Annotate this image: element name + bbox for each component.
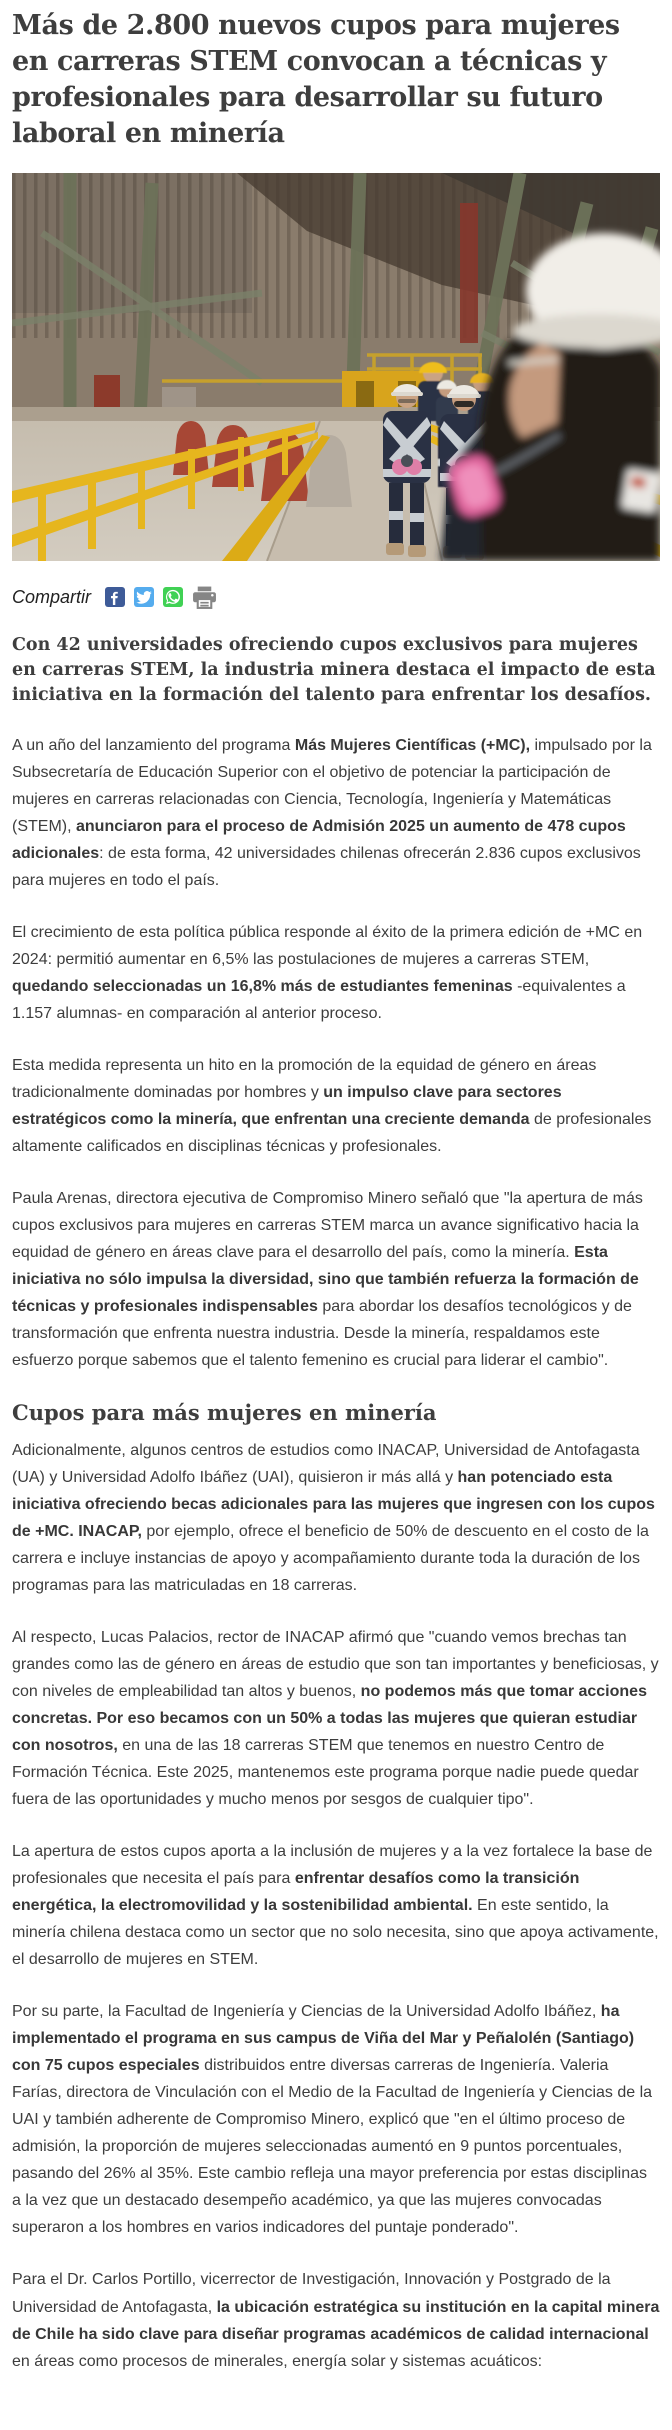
article-title: Más de 2.800 nuevos cupos para mujeres en carreras STEM convocan a técnicas y profesionales para desarrollar su futuro laboral en minería: [12, 10, 620, 149]
article-bold-text: ha implementado el programa en sus campus de Viña del Mar y Peñalolén (Santiago) con 75 cupos especiales: [12, 2003, 635, 2075]
hero-image: [12, 173, 660, 561]
article-paragraph: Adicionalmente, algunos centros de estudios como INACAP, Universidad de Antofagasta (UA) y Universidad Adolfo Ibáñez (UAI), quisieron ir más allá y han potenciado esta iniciativa ofreciendo becas adicionales para las mujeres que ingresen con los cupos de +MC. INACAP, por ejemplo, ofrece el beneficio de 50% de descuento en el costo de la carrera e incluye instancias de apoyo y acompañamiento durante toda la duración de los programas para las matriculadas en 18 carreras.: [12, 1441, 655, 1594]
whatsapp-icon[interactable]: [163, 587, 183, 607]
article-paragraph: Paula Arenas, directora ejecutiva de Compromiso Minero señaló que "la apertura de más cupos exclusivos para mujeres en carreras STEM marca un avance significativo hacia la equidad de género en áreas clave para el desarrollo del país, como la minería. Esta iniciativa no sólo impulsa la diversidad, sino que también refuerza la formación de técnicas y profesionales indispensables para abordar los desafíos tecnológicos y de transformación que enfrenta nuestra industria. Desde la minería, respaldamos este esfuerzo porque sabemos que el talento femenino es crucial para liderar el cambio".: [12, 1190, 643, 1370]
article-paragraph: Al respecto, Lucas Palacios, rector de INACAP afirmó que "cuando vemos brechas tan grandes como las de género en áreas de estudio que son tan importantes y beneficiosas, y con niveles de empleabilidad tan altos y buenos, no podemos más que tomar acciones concretas. Por eso becamos con un 50% a todas las mujeres que quieran estudiar con nosotros, en una de las 18 carreras STEM que tenemos en nuestro Centro de Formación Técnica. Este 2025, mantenemos este programa porque nadie puede quedar fuera de las oportunidades y mucho menos por sesgos de cualquier tipo".: [12, 1628, 659, 1808]
article-bold-text: han potenciado esta iniciativa ofreciendo becas adicionales para las mujeres que ingresen con los cupos de +MC. INACAP,: [12, 1468, 655, 1540]
article-paragraph: A un año del lanzamiento del programa Más Mujeres Científicas (+MC), impulsado por la Subsecretaría de Educación Superior con el objetivo de potenciar la participación de mujeres en carreras relacionadas con Ciencia, Tecnología, Ingeniería y Matemáticas (STEM), anunciaron para el proceso de Admisión 2025 un aumento de 478 cupos adicionales: de esta forma, 42 universidades chilenas ofrecerán 2.836 cupos exclusivos para mujeres en todo el país.: [12, 736, 652, 889]
article-bold-text: enfrentar desafíos como la transición energética, la electromovilidad y la sostenibilidad ambiental.: [12, 1870, 580, 1915]
print-icon[interactable]: [192, 586, 217, 609]
hero-image-illustration: [12, 173, 660, 561]
article-bold-text: Más Mujeres Científicas (+MC),: [294, 736, 531, 754]
twitter-icon[interactable]: [134, 587, 154, 607]
article-bold-text: Esta iniciativa no sólo impulsa la diversidad, sino que también refuerza la formación de técnicas y profesionales indispensables: [12, 1244, 639, 1316]
article-bold-text: anunciaron para el proceso de Admisión 2025 un aumento de 478 cupos adicionales: [12, 817, 626, 862]
facebook-icon[interactable]: [105, 587, 125, 607]
article-paragraph: La apertura de estos cupos aporta a la inclusión de mujeres y a la vez fortalece la base de profesionales que necesita el país para enfrentar desafíos como la transición energética, la electromovilidad y la sostenibilidad ambiental. En este sentido, la minería chilena destaca como un sector que no solo necesita, sino que apoya activamente, el desarrollo de mujeres en STEM.: [12, 1843, 659, 1969]
share-label: Compartir: [12, 586, 92, 607]
article-bold-text: un impulso clave para sectores estratégicos como la minería, que enfrentan una creciente demanda: [12, 1084, 562, 1129]
section-heading: Cupos para más mujeres en minería: [12, 1400, 437, 1426]
share-bar: [12, 586, 660, 609]
article-paragraph: El crecimiento de esta política pública responde al éxito de la primera edición de +MC en 2024: permitió aumentar en 6,5% las postulaciones de mujeres a carreras STEM, quedando seleccionadas un 16,8% más de estudiantes femeninas -equivalentes a 1.157 alumnas- en comparación al anterior proceso.: [12, 923, 643, 1022]
article-bold-text: la ubicación estratégica su institución en la capital minera de Chile ha sido clave para diseñar programas académicos de calidad internacional: [12, 2298, 660, 2343]
article-bold-text: quedando seleccionadas un 16,8% más de estudiantes femeninas: [12, 977, 513, 995]
article-paragraph: Para el Dr. Carlos Portillo, vicerrector de Investigación, Innovación y Postgrado de la Universidad de Antofagasta, la ubicación estratégica su institución en la capital minera de Chile ha sido clave para diseñar programas académicos de calidad internacional en áreas como procesos de minerales, energía solar y sistemas acuáticos:: [12, 2271, 660, 2370]
article-lede: Con 42 universidades ofreciendo cupos exclusivos para mujeres en carreras STEM, la industria minera destaca el impacto de esta iniciativa en la formación del talento para enfrentar los desafíos.: [12, 634, 656, 705]
article-body: [12, 732, 660, 2375]
article-paragraph: Esta medida representa un hito en la promoción de la equidad de género en áreas tradicionalmente dominadas por hombres y un impulso clave para sectores estratégicos como la minería, que enfrentan una creciente demanda de profesionales altamente calificados en disciplinas técnicas y profesionales.: [12, 1056, 652, 1156]
article-paragraph: Por su parte, la Facultad de Ingeniería y Ciencias de la Universidad Adolfo Ibáñez, ha implementado el programa en sus campus de Viña del Mar y Peñalolén (Santiago) con 75 cupos especiales distribuidos entre diversas carreras de Ingeniería. Valeria Farías, directora de Vinculación con el Medio de la Facultad de Ingeniería y Ciencias de la UAI y también adherente de Compromiso Minero, explicó que "en el último proceso de admisión, la proporción de mujeres seleccionadas aumentó en 9 puntos porcentuales, pasando del 26% al 35%. Este cambio refleja una mayor preferencia por estas disciplinas a la vez que un destacado desempeño académico, ya que las mujeres convocadas superaron a los hombres en varios indicadores del puntaje ponderado".: [12, 2003, 653, 2237]
article-bold-text: no podemos más que tomar acciones concretas. Por eso becamos con un 50% a todas las mujeres que quieran estudiar con nosotros,: [12, 1682, 647, 1754]
